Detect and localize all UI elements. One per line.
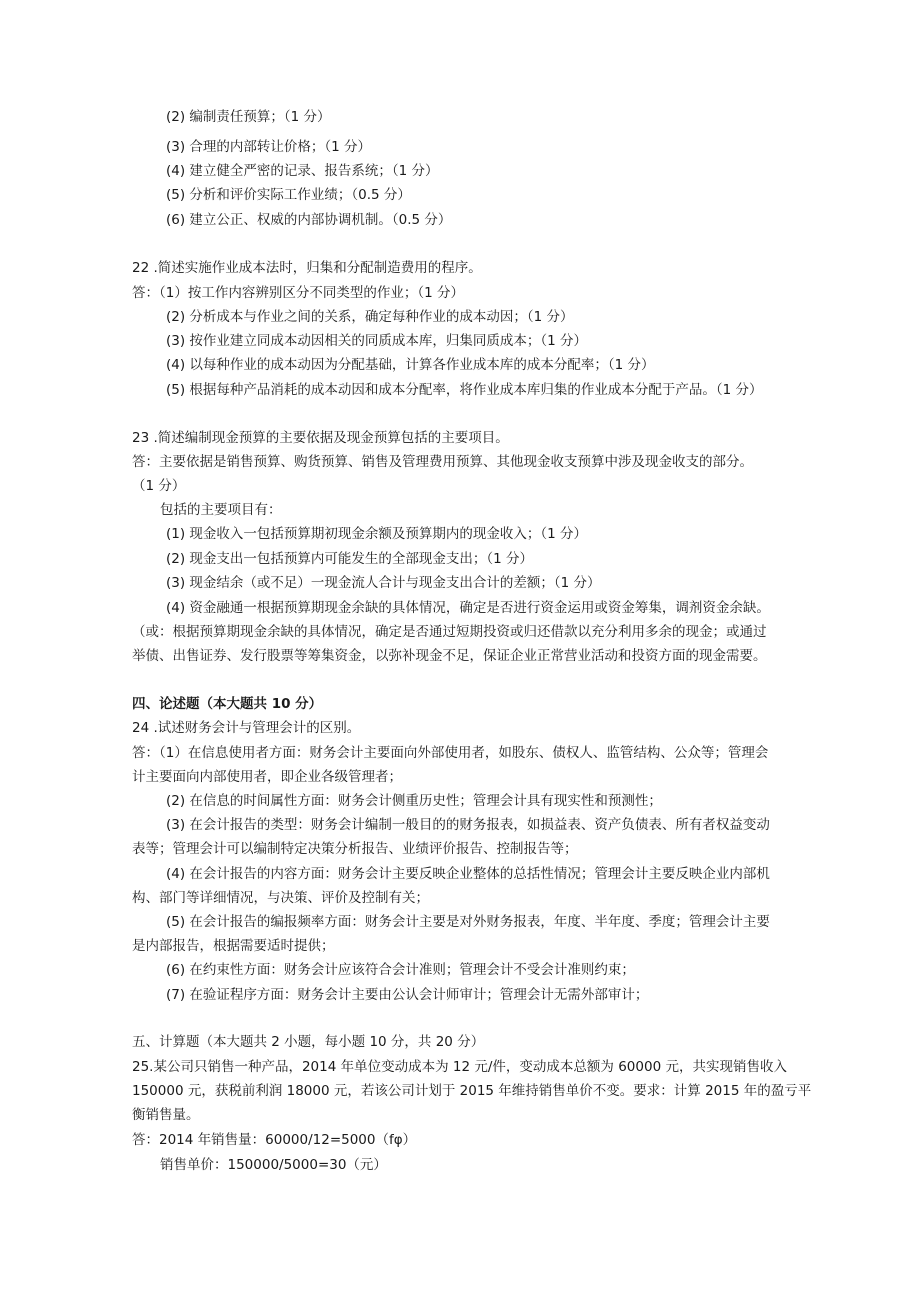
text-line: (1) 现金收入一包括预算期初现金余额及预算期内的现金收入；（1 分） <box>166 526 588 542</box>
text-line: (5) 在会计报告的编报频率方面：财务会计主要是对外财务报表，年度、半年度、季度；管理会计主要 <box>166 914 770 930</box>
text-line: (4) 建立健全严密的记录、报告系统；（1 分） <box>166 163 439 179</box>
text-line: (2) 分析成本与作业之间的关系，确定每种作业的成本动因；（1 分） <box>166 309 574 325</box>
text-line: 答：2014 年销售量：60000/12=5000（fφ） <box>132 1132 417 1148</box>
text-line: 构、部门等详细情况，与决策、评价及控制有关； <box>132 890 429 906</box>
text-line: (4) 在会计报告的内容方面：财务会计主要反映企业整体的总括性情况；管理会计主要反映企业内部机 <box>166 866 770 882</box>
text-line: （1 分） <box>132 478 186 494</box>
text-line: 五、计算题（本大题共 2 小题，每小题 10 分，共 20 分） <box>132 1034 485 1050</box>
text-line: 25.某公司只销售一种产品，2014 年单位变动成本为 12 元/件，变动成本总额为 60000 元，共实现销售收入 <box>132 1059 787 1075</box>
text-line: 是内部报告，根据需要适时提供； <box>132 938 335 954</box>
text-line: (4) 以每种作业的成本动因为分配基础，计算各作业成本库的成本分配率；（1 分） <box>166 357 655 373</box>
text-line: (5) 根据每种产品消耗的成本动因和成本分配率，将作业成本库归集的作业成本分配于产品。（1 分） <box>166 382 763 398</box>
text-line: 23 .简述编制现金预算的主要依据及现金预算包括的主要项目。 <box>132 430 509 446</box>
text-line: (6) 建立公正、权威的内部协调机制。（0.5 分） <box>166 212 452 228</box>
text-line: (4) 资金融通一根据预算期现金余缺的具体情况，确定是否进行资金运用或资金筹集，调剂资金余缺。 <box>166 600 770 616</box>
text-line: 22 .简述实施作业成本法时，归集和分配制造费用的程序。 <box>132 260 482 276</box>
text-line: (5) 分析和评价实际工作业绩；（0.5 分） <box>166 187 411 203</box>
text-line: (6) 在约束性方面：财务会计应该符合会计准则；管理会计不受会计准则约束； <box>166 962 635 978</box>
text-line: 150000 元，获税前利润 18000 元，若该公司计划于 2015 年维持销售单价不变。要求：计算 2015 年的盈亏平 <box>132 1083 812 1099</box>
text-line: 计主要面向内部使用者，即企业各级管理者； <box>132 769 402 785</box>
text-line: 答：（1）在信息使用者方面：财务会计主要面向外部使用者，如股东、债权人、监管结构、公众等；管理会 <box>132 745 769 761</box>
text-line: (2) 现金支出一包括预算内可能发生的全部现金支出；（1 分） <box>166 551 534 567</box>
text-line: (2) 在信息的时间属性方面：财务会计侧重历史性；管理会计具有现实性和预测性； <box>166 793 662 809</box>
text-line: (3) 在会计报告的类型：财务会计编制一般目的的财务报表，如损益表、资产负债表、所有者权益变动 <box>166 817 770 833</box>
text-line: 衡销售量。 <box>132 1107 200 1123</box>
text-line: 答：主要依据是销售预算、购货预算、销售及管理费用预算、其他现金收支预算中涉及现金收支的部分。 <box>132 454 753 470</box>
text-line: 答：（1）按工作内容辨别区分不同类型的作业；（1 分） <box>132 285 464 301</box>
text-line: (3) 合理的内部转让价格；（1 分） <box>166 139 372 155</box>
text-line: 举债、出售证券、发行股票等筹集资金，以弥补现金不足，保证企业正常营业活动和投资方面的现金需要。 <box>132 648 767 664</box>
text-line: (3) 按作业建立同成本动因相关的同质成本库，归集同质成本；（1 分） <box>166 333 588 349</box>
text-line: 销售单价：150000/5000=30（元） <box>160 1157 387 1173</box>
text-line: (3) 现金结余（或不足）一现金流人合计与现金支出合计的差额；（1 分） <box>166 575 601 591</box>
text-line: 四、论述题（本大题共 10 分） <box>132 696 323 712</box>
text-line: （或：根据预算期现金余缺的具体情况，确定是否通过短期投资或归还借款以充分利用多余的现金；或通过 <box>132 624 767 640</box>
text-line: 表等；管理会计可以编制特定决策分析报告、业绩评价报告、控制报告等； <box>132 841 578 857</box>
text-line: 24 .试述财务会计与管理会计的区别。 <box>132 720 361 736</box>
text-line: 包括的主要项目有： <box>160 502 282 518</box>
text-line: (7) 在验证程序方面：财务会计主要由公认会计师审计；管理会计无需外部审计； <box>166 987 649 1003</box>
text-line: (2) 编制责任预算；（1 分） <box>166 109 331 125</box>
